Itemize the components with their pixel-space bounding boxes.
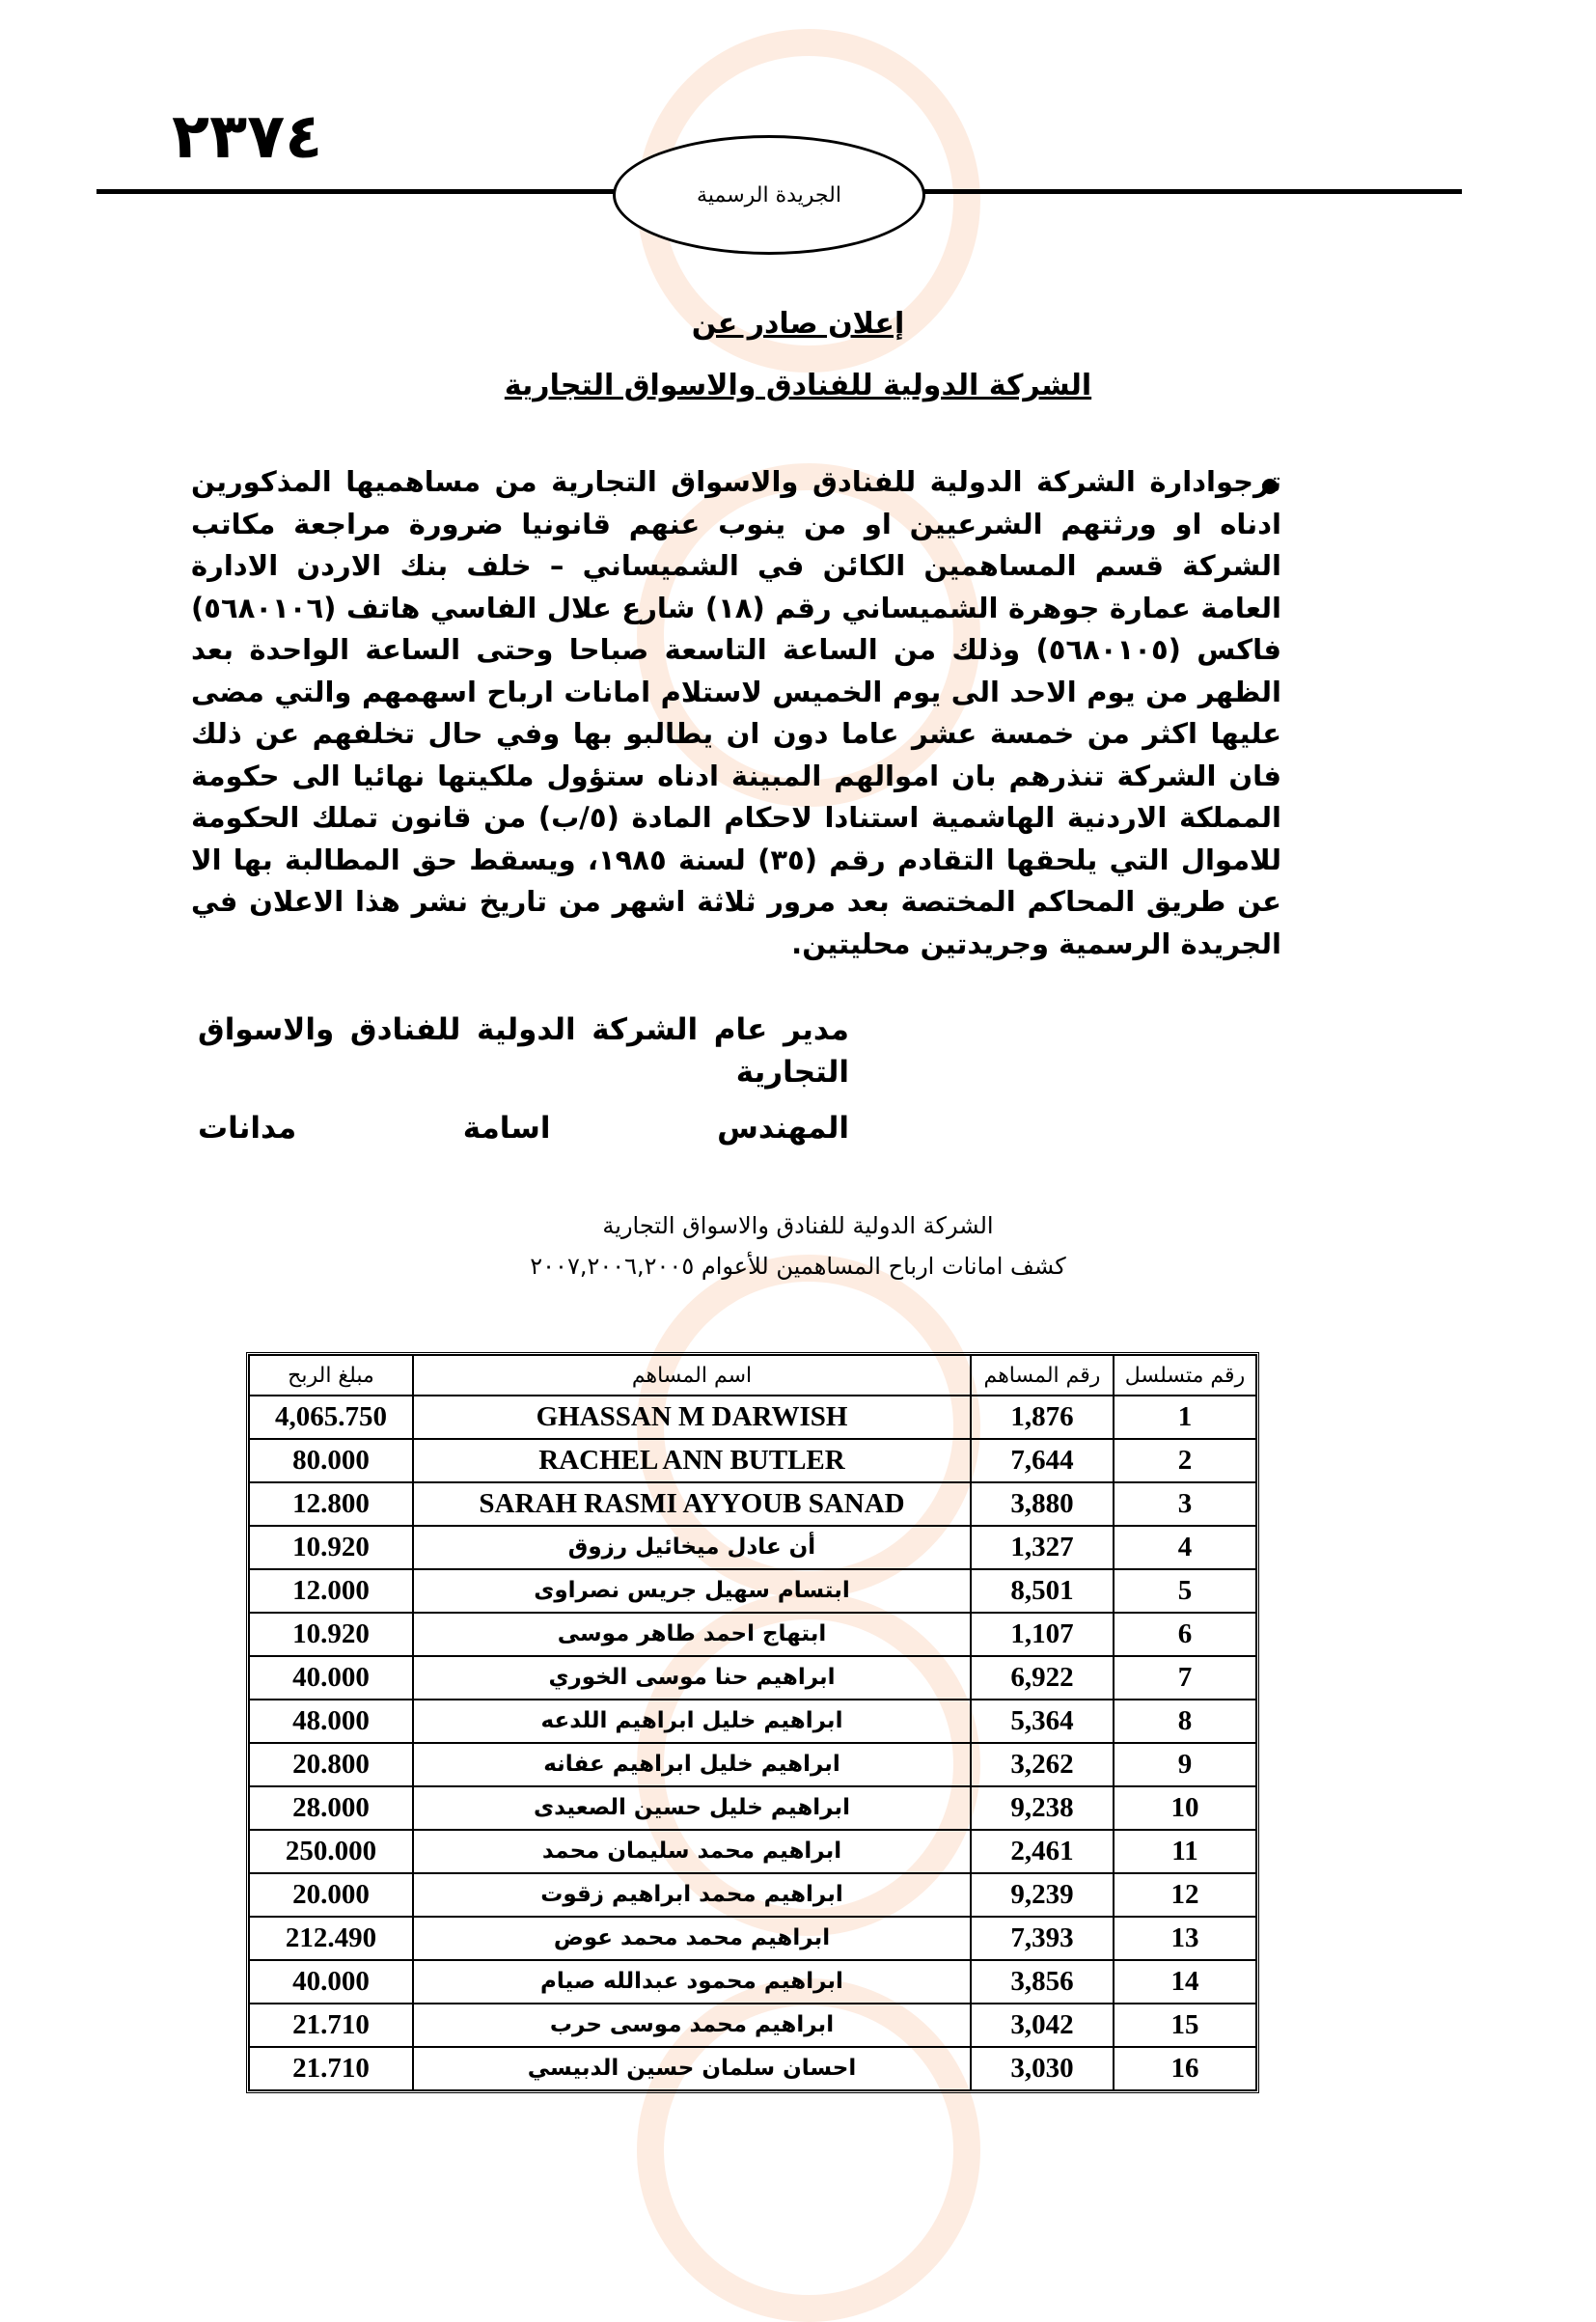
shareholder-number-cell: 1,327 [971, 1526, 1114, 1569]
shareholder-name-cell: SARAH RASMI AYYOUB SANAD [413, 1482, 971, 1526]
col-shareholder-name: اسم المساهم [413, 1355, 971, 1396]
statement-title: كشف امانات ارباح المساهمين للأعوام ٢٠٠٧,٢٠٠٦,٢٠٠٥ [530, 1253, 1066, 1280]
table-row [249, 2047, 1256, 2090]
shareholder-number-cell: 6,922 [971, 1656, 1114, 1700]
shareholder-name-cell: أن عادل ميخائيل رزوق [413, 1526, 971, 1569]
profit-amount-cell: 40.000 [249, 1960, 413, 2004]
profit-amount-cell: 212.490 [249, 1917, 413, 1960]
serial-cell: 15 [1114, 2004, 1256, 2047]
shareholder-name-cell: ابراهيم خليل ابراهيم اللدعه [413, 1700, 971, 1743]
table-header-row [249, 1355, 1256, 1396]
shareholder-number-cell: 3,856 [971, 1960, 1114, 2004]
shareholder-number-cell: 5,364 [971, 1700, 1114, 1743]
table-row [249, 1917, 1256, 1960]
title-line-2: الشركة الدولية للفنادق والاسواق التجارية [504, 369, 1092, 402]
shareholder-number-cell: 7,644 [971, 1439, 1114, 1482]
shareholder-number-cell: 3,042 [971, 2004, 1114, 2047]
profit-amount-cell: 28.000 [249, 1786, 413, 1830]
profit-amount-cell: 10.920 [249, 1613, 413, 1656]
table-row [249, 1569, 1256, 1613]
profit-amount-cell: 4,065.750 [249, 1396, 413, 1439]
serial-cell: 7 [1114, 1656, 1256, 1700]
profit-amount-cell: 250.000 [249, 1830, 413, 1873]
shareholder-name-cell: ابراهيم محمود عبدالله صيام [413, 1960, 971, 2004]
col-serial: رقم متسلسل [1114, 1355, 1256, 1396]
profit-amount-cell: 40.000 [249, 1656, 413, 1700]
shareholder-name-cell: ابراهيم محمد سليمان محمد [413, 1830, 971, 1873]
gazette-name: الجريدة الرسمية [697, 182, 841, 207]
signature-title: مدير عام الشركة الدولية للفنادق والاسواق التجارية [198, 1012, 849, 1090]
table-row [249, 1439, 1256, 1482]
serial-cell: 10 [1114, 1786, 1256, 1830]
profit-amount-cell: 12.800 [249, 1482, 413, 1526]
table-row [249, 1613, 1256, 1656]
shareholder-number-cell: 9,239 [971, 1873, 1114, 1917]
profit-amount-cell: 48.000 [249, 1700, 413, 1743]
serial-cell: 9 [1114, 1743, 1256, 1786]
shareholder-name-cell: ابتسام سهيل جريس نصراوى [413, 1569, 971, 1613]
shareholder-name-cell: GHASSAN M DARWISH [413, 1396, 971, 1439]
profit-amount-cell: 12.000 [249, 1569, 413, 1613]
serial-cell: 6 [1114, 1613, 1256, 1656]
shareholder-name-cell: ابراهيم محمد محمد عوض [413, 1917, 971, 1960]
shareholder-number-cell: 7,393 [971, 1917, 1114, 1960]
shareholder-number-cell: 1,876 [971, 1396, 1114, 1439]
announcement-body: ترجوادارة الشركة الدولية للفنادق والاسواق التجارية من مساهميها المذكورين ادناه او ورثتهم الشرعيين او من ينوب عنهم قانونيا ضرورة مراجعة مكاتب الشركة قسم المساهمين الكائن في الشميساني – خلف بنك الاردن الادارة العامة عمارة جوهرة الشميساني رقم (١٨) شارع علال الفاسي هاتف (٥٦٨٠١٠٦) فاكس (٥٦٨٠١٠٥) وذلك من الساعة التاسعة صباحا وحتى الساعة الواحدة بعد الظهر من يوم الاحد الى يوم الخميس لاستلام امانات ارباح اسهمهم والتي مضى عليها اكثر من خمسة عشر عاما دون ان يطالبو بها وفي حال تخلفهم عن ذلك فان الشركة تنذرهم بان اموالهم المبينة ادناه ستؤول ملكيتها نهائيا الى حكومة المملكة الاردنية الهاشمية استنادا لاحكام المادة (٥/ب) من قانون تملك الحكومة للاموال التي يلحقها التقادم رقم (٣٥) لسنة ١٩٨٥، ويسقط حق المطالبة بها الا عن طريق المحاكم المختصة بعد مرور ثلاثة اشهر من تاريخ نشر هذا الاعلان في الجريدة الرسمية وجريدتين محليتين. [191, 465, 1281, 960]
table-row [249, 1743, 1256, 1786]
shareholder-name-cell: ابراهيم خليل ابراهيم عفانه [413, 1743, 971, 1786]
table-row [249, 1960, 1256, 2004]
profit-amount-cell: 20.000 [249, 1873, 413, 1917]
table-row [249, 1786, 1256, 1830]
shareholder-name-cell: ابراهيم محمد ابراهيم زقوت [413, 1873, 971, 1917]
serial-cell: 16 [1114, 2047, 1256, 2090]
profit-amount-cell: 10.920 [249, 1526, 413, 1569]
shareholder-number-cell: 8,501 [971, 1569, 1114, 1613]
shareholder-name-cell: RACHEL ANN BUTLER [413, 1439, 971, 1482]
serial-cell: 5 [1114, 1569, 1256, 1613]
content-flow [191, 0, 1281, 2170]
title-line-1: إعلان صادر عن [691, 307, 905, 341]
serial-cell: 14 [1114, 1960, 1256, 2004]
shareholder-number-cell: 3,880 [971, 1482, 1114, 1526]
serial-cell: 1 [1114, 1396, 1256, 1439]
serial-cell: 11 [1114, 1830, 1256, 1873]
statement-company: الشركة الدولية للفنادق والاسواق التجارية [602, 1212, 994, 1239]
page-number: ٢٣٧٤ [172, 101, 323, 173]
table-row [249, 1482, 1256, 1526]
table-row [249, 1873, 1256, 1917]
table-row [249, 1656, 1256, 1700]
col-shareholder-number: رقم المساهم [971, 1355, 1114, 1396]
serial-cell: 3 [1114, 1482, 1256, 1526]
shareholder-number-cell: 3,262 [971, 1743, 1114, 1786]
profit-amount-cell: 80.000 [249, 1439, 413, 1482]
profit-amount-cell: 21.710 [249, 2004, 413, 2047]
profit-amount-cell: 20.800 [249, 1743, 413, 1786]
signature-name: المهندس اسامة مدانات [198, 1111, 849, 1146]
table-row [249, 1830, 1256, 1873]
shareholder-name-cell: ابتهاج احمد طاهر موسى [413, 1613, 971, 1656]
serial-cell: 12 [1114, 1873, 1256, 1917]
shareholder-name-cell: ابراهيم حنا موسى الخوري [413, 1656, 971, 1700]
profit-amount-cell: 21.710 [249, 2047, 413, 2090]
shareholder-number-cell: 1,107 [971, 1613, 1114, 1656]
serial-cell: 2 [1114, 1439, 1256, 1482]
shareholder-name-cell: احسان سلمان حسين الدبيسي [413, 2047, 971, 2090]
table-row [249, 2004, 1256, 2047]
col-profit-amount: مبلغ الربح [249, 1355, 413, 1396]
shareholder-name-cell: ابراهيم خليل حسين الصعيدى [413, 1786, 971, 1830]
table-row [249, 1396, 1256, 1439]
shareholders-table [246, 1352, 1259, 2093]
shareholder-number-cell: 2,461 [971, 1830, 1114, 1873]
serial-cell: 13 [1114, 1917, 1256, 1960]
shareholder-name-cell: ابراهيم محمد موسى حرب [413, 2004, 971, 2047]
serial-cell: 4 [1114, 1526, 1256, 1569]
shareholder-number-cell: 3,030 [971, 2047, 1114, 2090]
table-row [249, 1700, 1256, 1743]
shareholder-number-cell: 9,238 [971, 1786, 1114, 1830]
table-row [249, 1526, 1256, 1569]
serial-cell: 8 [1114, 1700, 1256, 1743]
